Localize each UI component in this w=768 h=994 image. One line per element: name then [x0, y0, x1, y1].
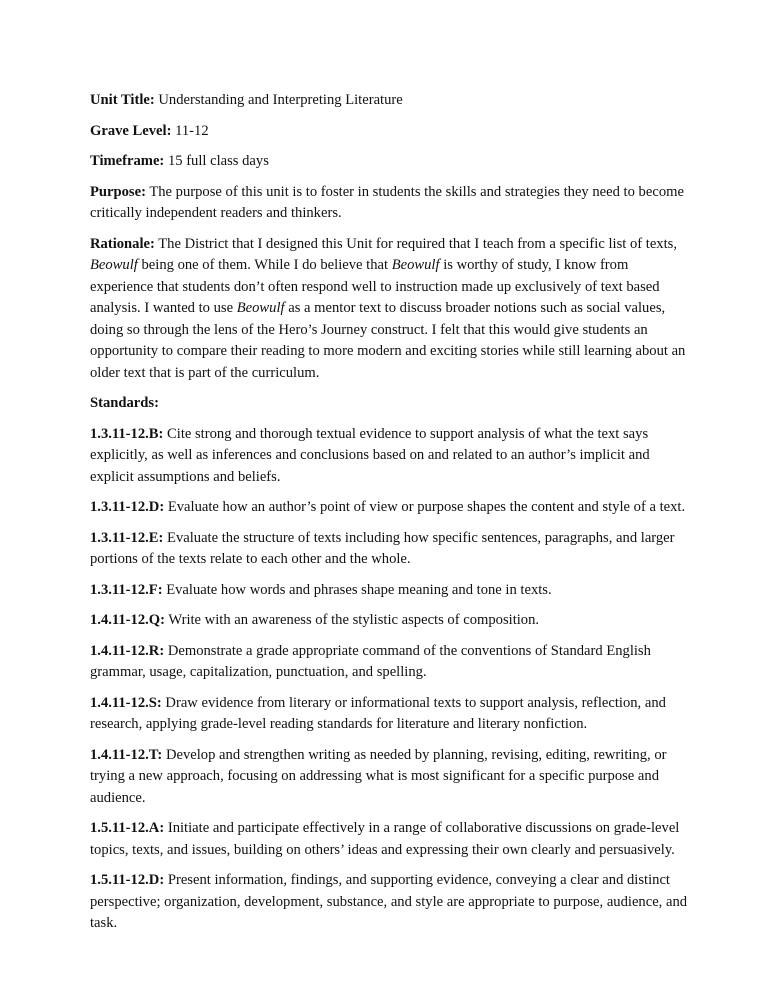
rationale-text-4: as a mentor text to discuss broader notions such as social values, doing so through the lens of the Hero’s Journey construct. I felt that this would give students an opportunity to compare their reading to more modern and exciting stories while still learning about an older text that is part of the curriculum.: [90, 300, 686, 381]
standard-item: [90, 580, 690, 602]
rationale-text-1: The District that I designed this Unit for required that I teach from a specific list of texts,: [158, 235, 677, 252]
purpose-text: The purpose of this unit is to foster in students the skills and strategies they need to become critically independent readers and thinkers.: [90, 183, 684, 221]
standard-code: 1.4.11-12.T:: [90, 746, 163, 763]
standard-code: 1.4.11-12.S:: [90, 694, 162, 711]
standard-item: [90, 870, 690, 935]
standard-item: [90, 424, 690, 489]
standards-list: [90, 424, 690, 935]
standard-code: 1.5.11-12.A:: [90, 820, 165, 836]
standard-code: 1.3.11-12.D:: [90, 499, 165, 515]
timeframe-label: Timeframe:: [90, 153, 165, 169]
purpose-paragraph: [90, 182, 690, 225]
standard-text: Develop and strengthen writing as needed by planning, revising, editing, rewriting, or trying a new approach, focusing on addressing what is most significant for a specific purpose and audience.: [90, 746, 667, 806]
rationale-label: Rationale:: [90, 235, 155, 252]
standard-text: Write with an awareness of the stylistic aspects of composition.: [168, 612, 540, 628]
standard-code: 1.4.11-12.R:: [90, 642, 165, 659]
standard-text: Cite strong and thorough textual evidence to support analysis of what the text says explicitly, as well as inferences and conclusions based on and related to an author’s implicit and explicit assumptions and beliefs.: [90, 425, 650, 485]
grade-level-value: 11-12: [175, 122, 209, 139]
grade-level-line: [90, 121, 690, 143]
standard-text: Draw evidence from literary or informational texts to support analysis, reflection, and research, applying grade-level reading standards for literature and literary nonfiction.: [90, 694, 666, 732]
purpose-label: Purpose:: [90, 183, 146, 200]
standard-code: 1.3.11-12.F:: [90, 581, 163, 598]
standard-item: [90, 693, 690, 736]
standard-text: Evaluate the structure of texts including how specific sentences, paragraphs, and larger portions of the texts relate to each other and the whole.: [90, 529, 675, 567]
standard-item: [90, 497, 690, 519]
standard-item: [90, 818, 690, 861]
standards-heading: Standards:: [90, 395, 159, 411]
rationale-book-title-1: Beowulf: [90, 257, 138, 273]
unit-title-value: Understanding and Interpreting Literature: [158, 92, 403, 108]
rationale-paragraph: [90, 234, 690, 385]
rationale-text-3: is worthy of study, I know from experience that students don’t often respond well to instruction made up exclusively of text based analysis. I wanted to use: [90, 257, 660, 316]
standard-text: Evaluate how an author’s point of view or purpose shapes the content and style of a text.: [167, 499, 686, 515]
standard-text: Evaluate how words and phrases shape meaning and tone in texts.: [166, 581, 552, 598]
standard-code: 1.3.11-12.B:: [90, 425, 164, 442]
standard-item: [90, 745, 690, 810]
rationale-book-title-3: Beowulf: [236, 300, 285, 316]
standard-code: 1.4.11-12.Q:: [90, 612, 165, 628]
standard-text: Demonstrate a grade appropriate command of the conventions of Standard English grammar, usage, capitalization, punctuation, and spelling.: [90, 642, 651, 680]
unit-title-label: Unit Title:: [90, 92, 155, 108]
standard-item: [90, 528, 690, 571]
standard-item: [90, 610, 690, 632]
timeframe-line: [90, 151, 690, 173]
standard-code: 1.5.11-12.D:: [90, 872, 165, 888]
standard-text: Present information, findings, and supporting evidence, conveying a clear and distinct perspective; organization, development, substance, and style are appropriate to purpose, audience, and task.: [90, 872, 688, 931]
rationale-book-title-2: Beowulf: [391, 257, 440, 273]
standard-code: 1.3.11-12.E:: [90, 529, 164, 546]
unit-title-line: [90, 90, 690, 112]
rationale-text-2: being one of them. While I do believe that: [141, 257, 389, 273]
standard-item: [90, 641, 690, 684]
grade-level-label: Grave Level:: [90, 122, 172, 139]
standard-text: Initiate and participate effectively in a range of collaborative discussions on grade-level topics, texts, and issues, building on others’ ideas and expressing their own clearly and persuasively.: [90, 820, 680, 858]
document-page: [90, 90, 690, 944]
timeframe-value: 15 full class days: [167, 153, 269, 169]
